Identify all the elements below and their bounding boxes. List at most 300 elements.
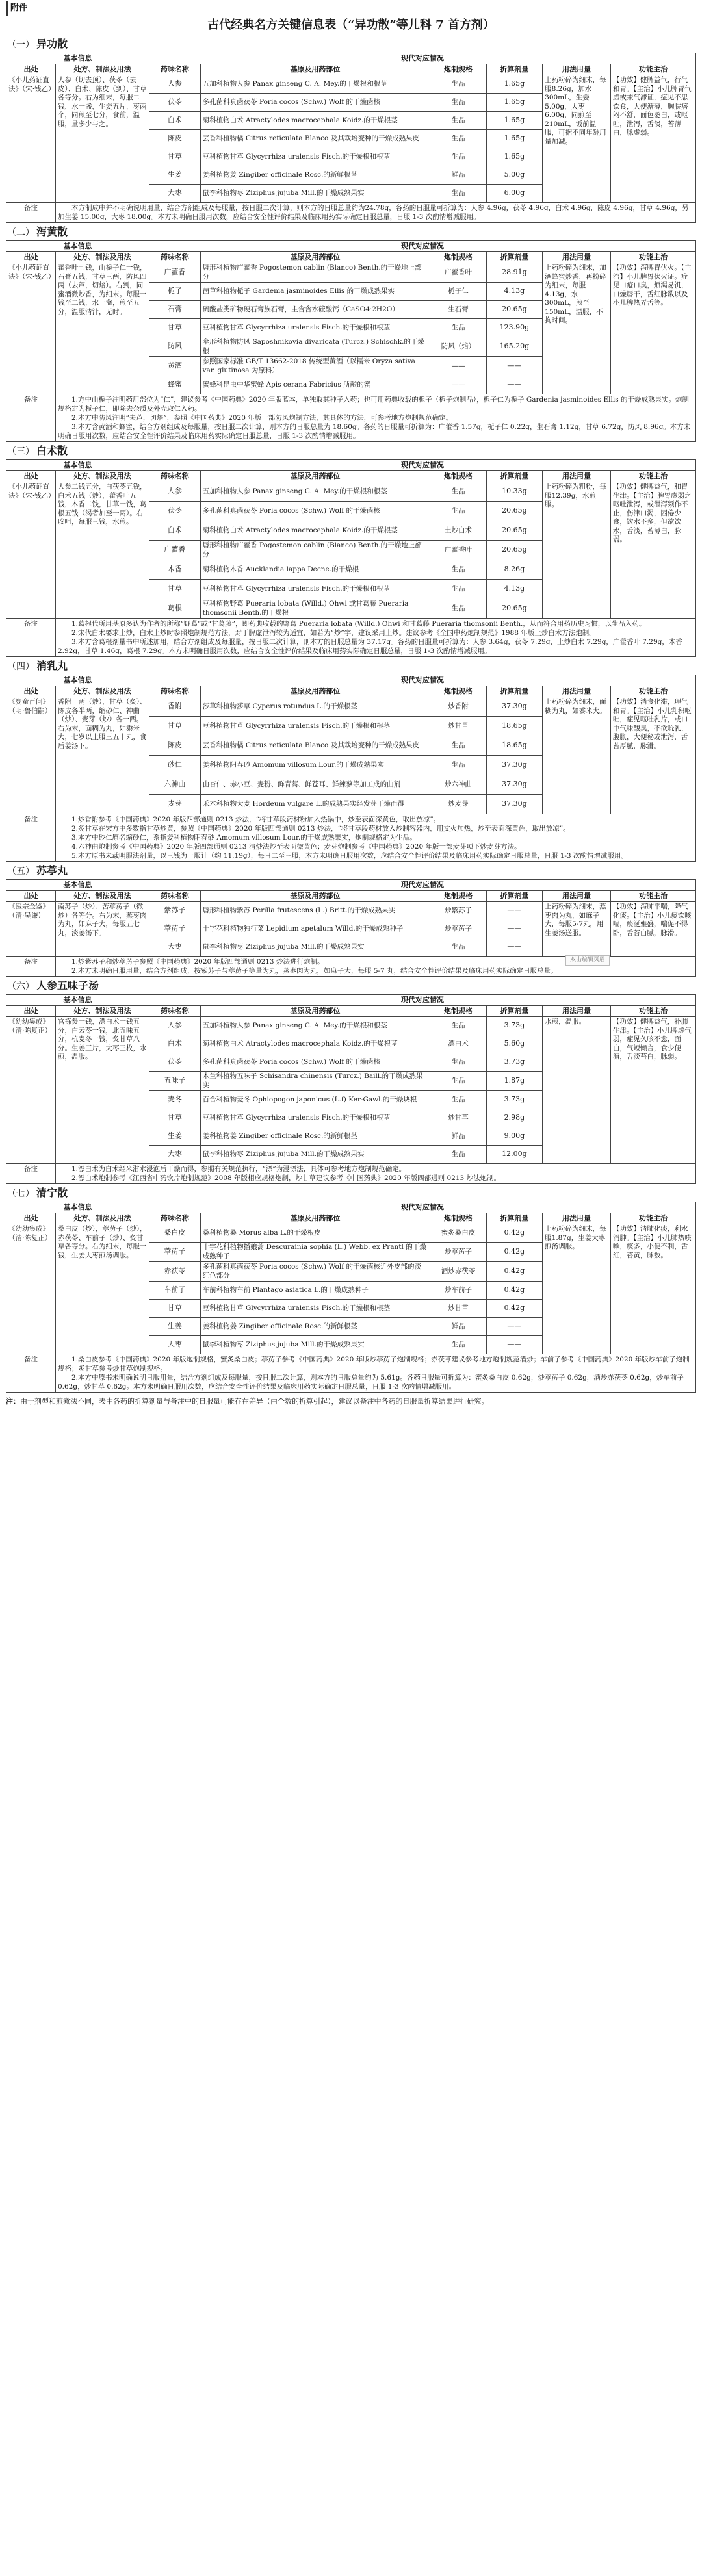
herb-dose: 12.00g <box>486 1146 542 1164</box>
herb-name: 五味子 <box>150 1072 201 1091</box>
herb-spec: 生品 <box>430 185 486 203</box>
header-base: 基原及用药部位 <box>200 1213 430 1224</box>
herb-name: 桑白皮 <box>150 1224 201 1243</box>
header-source: 出处 <box>6 1006 56 1017</box>
header-func: 功能主治 <box>610 64 696 75</box>
header-modern: 现代对应情况 <box>150 1202 696 1213</box>
herb-name: 生姜 <box>150 1127 201 1146</box>
header-usage: 用法用量 <box>543 1006 611 1017</box>
header-spec: 炮制规格 <box>430 64 486 75</box>
herb-row <box>6 263 696 283</box>
herb-base: 芸香科植物橘 Citrus reticulata Blanco 及其栽培变种的干燥成熟果皮 <box>200 130 430 148</box>
herb-name: 蜂蜜 <box>150 376 201 394</box>
herb-base: 姜科植物姜 Zingiber officinale Rosc.的新鲜根茎 <box>200 166 430 185</box>
header-modern: 现代对应情况 <box>150 241 696 252</box>
herb-spec: 炒六神曲 <box>430 775 486 795</box>
herb-spec: 生品 <box>430 482 486 502</box>
herb-name: 甘草 <box>150 717 201 736</box>
herb-base: 姜科植物姜 Zingiber officinale Rosc.的新鲜根茎 <box>200 1318 430 1336</box>
herb-base: 豆科植物甘草 Glycyrrhiza uralensis Fisch.的干燥根和根茎 <box>200 148 430 166</box>
composition-cell: 南苏子（炒）、苦葶苈子（微炒）各等分。右为末，蒸枣肉为丸，如麻子大，每服五七丸，淡姜汤下。 <box>55 902 149 957</box>
document-title: 古代经典名方关键信息表（“异功散”等儿科 7 首方剂） <box>207 18 495 32</box>
source-cell: 《医宗金鉴》（清·吴谦） <box>6 902 56 957</box>
herb-dose: 0.42g <box>486 1300 542 1318</box>
herb-name: 大枣 <box>150 938 201 957</box>
herb-dose: 37.30g <box>486 795 542 814</box>
herb-name: 茯苓 <box>150 1053 201 1072</box>
herb-dose: —— <box>486 902 542 920</box>
usage-cell: 上药粉碎为粗粉，每服12.39g，水煎服。 <box>543 482 611 619</box>
herb-base: 鼠李科植物枣 Ziziphus jujuba Mill.的干燥成熟果实 <box>200 185 430 203</box>
usage-cell: 上药粉碎为细末，每服8.26g，加水300mL，生姜5.00g，大枣6.00g，同煎至210mL，饭前温服，可据不同年龄用量加减。 <box>543 75 611 203</box>
herb-spec: 生品 <box>430 736 486 756</box>
section-number: （七） <box>7 1189 34 1199</box>
header-func: 功能主治 <box>610 686 696 697</box>
header-source: 出处 <box>6 64 56 75</box>
header-source: 出处 <box>6 686 56 697</box>
header-herb: 药味名称 <box>150 64 201 75</box>
function-cell: 【功效】健脾益气，行气和胃。【主治】小儿脾胃气虚或兼气滞证，症见不思饮食，大便溏薄，胸脘痞闷不舒，面色萎白，或呕吐，泄泻，舌淡，苔薄白，脉虚弱。 <box>610 75 696 203</box>
herb-base: 豆科植物甘草 Glycyrrhiza uralensis Fisch.的干燥根和根茎 <box>200 580 430 599</box>
herb-base: 唇形科植物广藿香 Pogostemon cablin (Blanco) Benth.的干燥地上部分 <box>200 541 430 560</box>
herb-name: 人参 <box>150 75 201 94</box>
herb-base: 莎草科植物莎草 Cyperus rotundus L.的干燥根茎 <box>200 697 430 717</box>
section-title <box>6 659 696 673</box>
header-basic-info: 基本信息 <box>6 241 150 252</box>
herb-spec: 炒葶苈子 <box>430 1243 486 1262</box>
composition-cell: 香附一两（炒），甘草（炙）、陈皮各半两，缩砂仁、神曲（炒）、麦芽（炒）各一两。右为末，面糊为丸，如黍米大，七岁以上服三五十丸，食后姜汤下。 <box>55 697 149 814</box>
herb-base: 芸香科植物橘 Citrus reticulata Blanco 及其栽培变种的干燥成熟果皮 <box>200 736 430 756</box>
herb-name: 葶苈子 <box>150 920 201 938</box>
header-dose: 折算剂量 <box>486 891 542 902</box>
herb-base: 五加科植物人参 Panax ginseng C. A. Mey.的干燥根和根茎 <box>200 1017 430 1035</box>
herb-base: 硫酸盐类矿物硬石膏族石膏，主含含水硫酸钙（CaSO4·2H2O） <box>200 301 430 319</box>
herb-base: 多孔菌科真菌茯苓 Poria cocos (Schw.) Wolf 的干燥菌核近外皮部的淡红色部分 <box>200 1262 430 1282</box>
note-content <box>55 619 696 657</box>
herb-name: 葛根 <box>150 599 201 619</box>
composition-cell: 桑白皮（炒），葶苈子（炒），赤茯苓、车前子（炒）、炙甘草各等分。右为细末，每服一钱，生姜大枣煎汤调服。 <box>55 1224 149 1354</box>
herb-spec: 炒甘草 <box>430 1300 486 1318</box>
herb-spec: 生品 <box>430 1091 486 1109</box>
herb-base: 唇形科植物广藿香 Pogostemon cablin (Blanco) Benth.的干燥地上部分 <box>200 263 430 283</box>
header-herb: 药味名称 <box>150 252 201 263</box>
section-title <box>6 37 696 51</box>
herb-dose: —— <box>486 357 542 376</box>
header-composition: 处方、制法及用法 <box>55 686 149 697</box>
herb-spec: 生品 <box>430 1146 486 1164</box>
header-source: 出处 <box>6 891 56 902</box>
note-label: 备注 <box>6 203 56 223</box>
section-number: （六） <box>7 981 34 992</box>
note-content <box>55 1164 696 1184</box>
note-label: 备注 <box>6 957 56 977</box>
note-label: 备注 <box>6 1164 56 1184</box>
herb-dose: 5.00g <box>486 166 542 185</box>
herb-spec: 生品 <box>430 580 486 599</box>
note-content <box>55 394 696 442</box>
section-name: 异功散 <box>36 38 68 50</box>
herb-name: 生姜 <box>150 166 201 185</box>
header-dose: 折算剂量 <box>486 471 542 482</box>
note-paragraph: 3.本方中砂仁原名缩砂仁，系指姜科植物阳春砂 Amomum villosum Lour.的干燥成熟果实，炮制规格定为生品。 <box>71 834 417 842</box>
herb-base: 伞形科植物防风 Saposhnikovia divaricata (Turcz.) Schischk.的干燥根 <box>200 337 430 357</box>
herb-dose: 1.65g <box>486 75 542 94</box>
herb-base: 姜科植物姜 Zingiber officinale Rosc.的新鲜根茎 <box>200 1127 430 1146</box>
herb-dose: 0.42g <box>486 1224 542 1243</box>
header-composition: 处方、制法及用法 <box>55 1006 149 1017</box>
function-cell: 【功效】泻脾胃伏火。【主治】小儿脾胃伏火证。症见口疮口臭，烦渴易饥，口燥唇干，舌红脉数以及小儿脾热弄舌等。 <box>610 263 696 394</box>
function-cell: 【功效】清肺化痰，利水消肿。【主治】小儿肺热咳嗽，痰多，小便不利，舌红，苔黄，脉数。 <box>610 1224 696 1354</box>
source-cell: 《小儿药证直诀》（宋·钱乙） <box>6 75 56 203</box>
header-herb: 药味名称 <box>150 471 201 482</box>
herb-spec: 炒车前子 <box>430 1282 486 1300</box>
composition-cell: 官拣参一钱，漂白术一钱五分，白云苓一钱，北五味五分，杭麦冬一钱，炙甘草八分。生姜三片，大枣三枚，水煎，温服。 <box>55 1017 149 1164</box>
herb-base: 姜科植物阳春砂 Amomum villosum Lour.的干燥成熟果实 <box>200 756 430 775</box>
herb-dose: 28.91g <box>486 263 542 283</box>
header-base: 基原及用药部位 <box>200 1006 430 1017</box>
function-cell: 【功效】泻肺平喘，降气化痰。【主治】小儿痰饮咳喘，痰涎壅盛，喘促不得卧，舌苔白腻，脉滑。 <box>610 902 696 957</box>
herb-name: 石膏 <box>150 301 201 319</box>
herb-row <box>6 75 696 94</box>
herb-row <box>6 1017 696 1035</box>
herb-name: 六神曲 <box>150 775 201 795</box>
herb-spec: 生品 <box>430 756 486 775</box>
herb-row <box>6 482 696 502</box>
note-paragraph: 4.六神曲炮制参考《中国药典》2020 年版四部通则 0213 清炒法炒至表面微黄色；麦芽炮制参考《中国药典》2020 年版一部麦芽项下炒麦芽方法。 <box>71 843 521 851</box>
note-content <box>55 1354 696 1393</box>
herb-name: 木香 <box>150 560 201 580</box>
note-paragraph: 1.炒紫苏子和炒葶苈子参照《中国药典》2020 年版四部通则 0213 炒法进行炮制。 <box>71 958 324 966</box>
herb-spec: 生品 <box>430 148 486 166</box>
herb-dose: 3.73g <box>486 1053 542 1072</box>
herb-spec: 生品 <box>430 502 486 521</box>
herb-name: 茯苓 <box>150 94 201 112</box>
usage-cell: 上药粉碎为细末，面糊为丸，如黍米大。 <box>543 697 611 814</box>
header-base: 基原及用药部位 <box>200 686 430 697</box>
herb-base: 菊科植物白术 Atractylodes macrocephala Koidz.的干燥根茎 <box>200 1035 430 1053</box>
herb-name: 甘草 <box>150 148 201 166</box>
header-spec: 炮制规格 <box>430 1213 486 1224</box>
herb-name: 黄酒 <box>150 357 201 376</box>
herb-dose: 9.00g <box>486 1127 542 1146</box>
herb-dose: 2.98g <box>486 1109 542 1127</box>
header-spec: 炮制规格 <box>430 891 486 902</box>
note-label: 备注 <box>6 814 56 862</box>
sections-container <box>6 37 696 1393</box>
header-func: 功能主治 <box>610 1006 696 1017</box>
header-usage: 用法用量 <box>543 471 611 482</box>
note-paragraph: 本方制成中并不明确说明用量，结合方剂组成及每服量，按日服二次计算，则本方的日服总量约为24.78g，各药的日服量可折算为：人参 4.96g，茯苓 4.96g，白术 4.96g，陈皮 4.96g，甘草 4.96g，另加生姜 15.00g，大枣 18.00g。本方未明确日服用次数，应结合安全性评价结果及临床用药实际确定日服总量，日服 1-3 次酌情增减服用。 <box>57 204 689 221</box>
herb-dose: 4.13g <box>486 580 542 599</box>
herb-spec: 酒炒赤茯苓 <box>430 1262 486 1282</box>
herb-dose: 37.30g <box>486 775 542 795</box>
herb-base: 多孔菌科真菌茯苓 Poria cocos (Schw.) Wolf 的干燥菌核 <box>200 502 430 521</box>
header-herb: 药味名称 <box>150 891 201 902</box>
herb-dose: 20.65g <box>486 521 542 541</box>
herb-name: 陈皮 <box>150 130 201 148</box>
herb-spec: 炒紫苏子 <box>430 902 486 920</box>
herb-name: 生姜 <box>150 1318 201 1336</box>
composition-cell: 人参二钱五分，白茯苓五钱，白术五钱（炒），藿香叶五钱，木香二钱，甘草一钱，葛根五钱（渴者加至一两）。右㕮咀，每服三钱，水煎。 <box>55 482 149 619</box>
herb-base: 鼠李科植物枣 Ziziphus jujuba Mill.的干燥成熟果实 <box>200 1146 430 1164</box>
herb-dose: 1.65g <box>486 130 542 148</box>
header-basic-info: 基本信息 <box>6 53 150 64</box>
composition-cell: 人参（切去顶）、茯苓（去皮）、白术、陈皮（剉）、甘草各等分。右为细末，每服二钱，水一盏，生姜五片，枣两个，同煎至七分，食前，温服，量多少与之。 <box>55 75 149 203</box>
usage-cell: 上药粉碎为细末，每服1.87g，生姜大枣煎汤调服。 <box>543 1224 611 1354</box>
header-dose: 折算剂量 <box>486 1006 542 1017</box>
herb-dose: —— <box>486 920 542 938</box>
header-usage: 用法用量 <box>543 891 611 902</box>
herb-spec: 广藿香叶 <box>430 263 486 283</box>
note-row <box>6 814 696 862</box>
source-cell: 《小儿药证直诀》（宋·钱乙） <box>6 482 56 619</box>
herb-spec: 炒葶苈子 <box>430 920 486 938</box>
note-row <box>6 1354 696 1393</box>
herb-spec: 生品 <box>430 560 486 580</box>
herb-base: 蜜蜂科昆虫中华蜜蜂 Apis cerana Fabricius 所酿的蜜 <box>200 376 430 394</box>
note-content <box>55 814 696 862</box>
note-paragraph: 2.宋代白术要求土炒，白术土炒时参照炮制规范方法，对于脾虚泄泻较为适宜，如若为“炒”字，建议采用土炒。建议参考《全国中药炮制规范》1988 年版土炒白术方法炮制。 <box>71 629 596 637</box>
herb-spec: 生品 <box>430 112 486 130</box>
herb-name: 人参 <box>150 1017 201 1035</box>
formula-table <box>6 994 696 1184</box>
herb-spec: 鲜品 <box>430 166 486 185</box>
herb-dose: 0.42g <box>486 1243 542 1262</box>
section-name: 清宁散 <box>36 1187 68 1199</box>
header-basic-info: 基本信息 <box>6 460 150 471</box>
header-spec: 炮制规格 <box>430 686 486 697</box>
herb-base: 豆科植物野葛 Pueraria lobata (Willd.) Ohwi 或甘葛藤 Pueraria thomsonii Benth.的干燥根 <box>200 599 430 619</box>
header-func: 功能主治 <box>610 252 696 263</box>
herb-spec: 生品 <box>430 75 486 94</box>
header-herb: 药味名称 <box>150 1213 201 1224</box>
section-title <box>6 225 696 239</box>
formula-table <box>6 1202 696 1393</box>
header-basic-info: 基本信息 <box>6 1202 150 1213</box>
note-paragraph: 2.本方中原书未明确说明日服用量，结合方剂组成及每服量，按日服二次计算，则本方的日服总量约为 5.61g。各药日服量可折算为：蜜炙桑白皮 0.62g，炒葶苈子 0.62g，酒炒赤茯苓 0.62g，炒车前子 0.62g，炒甘草 0.62g。本方未明确日服用次数，应结合安全性评价结果及临床用药实际确定日服总量，日服 1-3 次酌情增减服用。 <box>57 1374 684 1391</box>
herb-spec: 生品 <box>430 94 486 112</box>
note-row <box>6 619 696 657</box>
section-name: 苏葶丸 <box>36 864 68 877</box>
note-label: 备注 <box>6 1354 56 1393</box>
formula-table <box>6 53 696 223</box>
note-row <box>6 203 696 223</box>
section-name: 白术散 <box>36 444 68 457</box>
herb-base: 五加科植物人参 Panax ginseng C. A. Mey.的干燥根和根茎 <box>200 482 430 502</box>
herb-spec: 炒香附 <box>430 697 486 717</box>
herb-spec: 生石膏 <box>430 301 486 319</box>
herb-spec: 广藿香叶 <box>430 541 486 560</box>
herb-dose: 3.73g <box>486 1091 542 1109</box>
herb-spec: —— <box>430 357 486 376</box>
header-dose: 折算剂量 <box>486 1213 542 1224</box>
section-title <box>6 444 696 458</box>
header-func: 功能主治 <box>610 891 696 902</box>
herb-spec: 生品 <box>430 599 486 619</box>
herb-name: 广藿香 <box>150 263 201 283</box>
herb-base: 豆科植物甘草 Glycyrrhiza uralensis Fisch.的干燥根和根茎 <box>200 1300 430 1318</box>
herb-name: 麦芽 <box>150 795 201 814</box>
header-base: 基原及用药部位 <box>200 252 430 263</box>
herb-name: 香附 <box>150 697 201 717</box>
herb-spec: 炒麦芽 <box>430 795 486 814</box>
header-composition: 处方、制法及用法 <box>55 1213 149 1224</box>
usage-cell: 上药粉碎为细末，蒸枣肉为丸，如麻子大，每服5-7丸，用生姜汤送服。 <box>543 902 611 957</box>
herb-name: 栀子 <box>150 283 201 301</box>
herb-dose: 3.73g <box>486 1017 542 1035</box>
herb-name: 广藿香 <box>150 541 201 560</box>
header-usage: 用法用量 <box>543 1213 611 1224</box>
herb-spec: 生品 <box>430 1053 486 1072</box>
formula-table <box>6 240 696 442</box>
header-source: 出处 <box>6 252 56 263</box>
herb-base: 豆科植物甘草 Glycyrrhiza uralensis Fisch.的干燥根和根茎 <box>200 1109 430 1127</box>
composition-cell: 藿香叶七钱，山栀子仁一钱，石膏五钱，甘草三两，防风四两（去芦，切焙）。右剉，同蜜酒微炒香，为细末。每服一钱至二钱，水一盏，煎至五分，温服清汁，无时。 <box>55 263 149 394</box>
source-cell: 《婴童百问》（明·鲁伯嗣） <box>6 697 56 814</box>
attachment-label: 附件 <box>6 1 696 16</box>
herb-base: 鼠李科植物枣 Ziziphus jujuba Mill.的干燥成熟果实 <box>200 1336 430 1354</box>
herb-dose: 20.65g <box>486 301 542 319</box>
herb-name: 白术 <box>150 521 201 541</box>
herb-spec: 炒甘草 <box>430 1109 486 1127</box>
herb-row <box>6 697 696 717</box>
header-composition: 处方、制法及用法 <box>55 471 149 482</box>
function-cell: 【功效】健脾益气，和胃生津。【主治】脾胃虚弱之呕吐泄泻，或泄泻频作不止，伤津口渴，困倦少食，饮水不多，但欲饮水，舌淡，苔薄白，脉弱。 <box>610 482 696 619</box>
herb-dose: 37.30g <box>486 756 542 775</box>
note-paragraph: 1.炒香附参考《中国药典》2020 年版四部通则 0213 炒法，“将甘草段药材粉加入热锅中，炒至表面深黄色，取出放凉”。 <box>71 816 441 823</box>
section-title <box>6 1186 696 1200</box>
source-cell: 《小儿药证直诀》（宋·钱乙） <box>6 263 56 394</box>
herb-base: 由杏仁、赤小豆、麦粉、鲜青蒿、鲜苍耳、鲜辣蓼等加工成的曲剂 <box>200 775 430 795</box>
herb-dose: 1.65g <box>486 148 542 166</box>
herb-spec: 鲜品 <box>430 1318 486 1336</box>
herb-name: 大枣 <box>150 185 201 203</box>
header-dose: 折算剂量 <box>486 252 542 263</box>
herb-name: 甘草 <box>150 1109 201 1127</box>
herb-spec: 生品 <box>430 938 486 957</box>
herb-dose: —— <box>486 1336 542 1354</box>
header-source: 出处 <box>6 1213 56 1224</box>
herb-name: 紫苏子 <box>150 902 201 920</box>
herb-name: 大枣 <box>150 1146 201 1164</box>
herb-dose: 6.00g <box>486 185 542 203</box>
header-composition: 处方、制法及用法 <box>55 64 149 75</box>
herb-spec: 生品 <box>430 130 486 148</box>
herb-dose: 20.65g <box>486 502 542 521</box>
header-base: 基原及用药部位 <box>200 64 430 75</box>
herb-dose: 5.60g <box>486 1035 542 1053</box>
herb-name: 白术 <box>150 112 201 130</box>
section-title <box>6 979 696 993</box>
footnote-label: 注： <box>6 1397 20 1406</box>
note-paragraph: 2.本方中防风注明“去芦，切焙”，参照《中国药典》2020 年版一部防风炮制方法，其具体的方法，可参考地方炮制规范确定。 <box>71 414 453 422</box>
header-spec: 炮制规格 <box>430 1006 486 1017</box>
herb-dose: 1.87g <box>486 1072 542 1091</box>
header-spec: 炮制规格 <box>430 471 486 482</box>
herb-base: 参照国家标准 GB/T 13662-2018 传统型黄酒（以糯米 Oryza sativa var. glutinosa 为原料） <box>200 357 430 376</box>
herb-name: 甘草 <box>150 580 201 599</box>
herb-base: 豆科植物甘草 Glycyrrhiza uralensis Fisch.的干燥根和根茎 <box>200 319 430 337</box>
footnote <box>6 1397 696 1406</box>
header-basic-info: 基本信息 <box>6 995 150 1006</box>
herb-name: 砂仁 <box>150 756 201 775</box>
herb-spec: 漂白术 <box>430 1035 486 1053</box>
header-usage: 用法用量 <box>543 252 611 263</box>
herb-spec: 土炒白术 <box>430 521 486 541</box>
note-paragraph: 3.本方含黄酒和蜂蜜，结合方剂组成及每服量，按日服二次计算，则本方的日服总量为 18.60g。各药的日服量可折算为：广藿香 1.57g，栀子仁 0.22g，生石膏 1.12g，甘草 6.72g，防风 8.96g。本方未明确日服用次数，应结合安全性评价结果及临床用药实际确定日服总量，日服 1-3 次酌情增减服用。 <box>57 423 691 440</box>
note-content <box>55 203 696 223</box>
herb-name: 陈皮 <box>150 736 201 756</box>
header-modern: 现代对应情况 <box>150 880 696 891</box>
herb-spec: —— <box>430 376 486 394</box>
function-cell: 【功效】消食化滞，理气和胃。【主治】小儿乳积呕吐，症见呕吐乳片，或口中气味酸臭，不欲吮乳，腹胀，大便秘或泄泻，舌苔厚腻，脉滑。 <box>610 697 696 814</box>
header-source: 出处 <box>6 471 56 482</box>
herb-spec: 鲜品 <box>430 1127 486 1146</box>
section-name: 泻黄散 <box>36 225 68 238</box>
herb-name: 人参 <box>150 482 201 502</box>
herb-base: 五加科植物人参 Panax ginseng C. A. Mey.的干燥根和根茎 <box>200 75 430 94</box>
herb-spec: 生品 <box>430 319 486 337</box>
source-cell: 《幼幼集成》（清·陈复正） <box>6 1224 56 1354</box>
herb-base: 茜草科植物栀子 Gardenia jasminoides Ellis 的干燥成熟果实 <box>200 283 430 301</box>
header-modern: 现代对应情况 <box>150 53 696 64</box>
herb-dose: 37.30g <box>486 697 542 717</box>
herb-name: 防风 <box>150 337 201 357</box>
header-edit-tooltip[interactable]: 双击编辑页眉 <box>566 955 610 966</box>
herb-base: 鼠李科植物枣 Ziziphus jujuba Mill.的干燥成熟果实 <box>200 938 430 957</box>
herb-name: 茯苓 <box>150 502 201 521</box>
herb-dose: 0.42g <box>486 1262 542 1282</box>
header-usage: 用法用量 <box>543 686 611 697</box>
header-basic-info: 基本信息 <box>6 880 150 891</box>
header-basic-info: 基本信息 <box>6 675 150 686</box>
note-paragraph: 2.漂白术炮制参考《江西省中药饮片炮制规范》2008 年版相应规格炮制，炒甘草建议参考《中国药典》2020 年版四部通则 0213 炒法炮制。 <box>71 1174 500 1182</box>
section-number: （四） <box>7 662 34 672</box>
section-number: （二） <box>7 227 34 238</box>
herb-dose: 4.13g <box>486 283 542 301</box>
header-func: 功能主治 <box>610 1213 696 1224</box>
herb-name: 甘草 <box>150 319 201 337</box>
note-paragraph: 1.漂白术为白术经米泔水浸泡后干燥而得，参照有关规范执行，“漂”为浸漂法，具体可参考地方炮制规范确定。 <box>71 1165 406 1173</box>
herb-spec: 生品 <box>430 1336 486 1354</box>
herb-base: 车前科植物车前 Plantago asiatica L.的干燥成熟种子 <box>200 1282 430 1300</box>
note-label: 备注 <box>6 619 56 657</box>
section-number: （五） <box>7 866 34 877</box>
section-name: 人参五味子汤 <box>36 979 99 992</box>
herb-base: 十字花科植物独行菜 Lepidium apetalum Willd.的干燥成熟种子 <box>200 920 430 938</box>
herb-name: 白术 <box>150 1035 201 1053</box>
header-composition: 处方、制法及用法 <box>55 891 149 902</box>
section-number: （三） <box>7 446 34 457</box>
herb-base: 菊科植物白术 Atractylodes macrocephala Koidz.的干燥根茎 <box>200 521 430 541</box>
herb-row <box>6 1224 696 1243</box>
herb-name: 葶苈子 <box>150 1243 201 1262</box>
herb-dose: 165.20g <box>486 337 542 357</box>
herb-spec: 栀子仁 <box>430 283 486 301</box>
section-title <box>6 864 696 878</box>
herb-dose: 8.26g <box>486 560 542 580</box>
herb-dose: 10.33g <box>486 482 542 502</box>
herb-base: 豆科植物甘草 Glycyrrhiza uralensis Fisch.的干燥根和根茎 <box>200 717 430 736</box>
herb-base: 木兰科植物五味子 Schisandra chinensis (Turcz.) Baill.的干燥成熟果实 <box>200 1072 430 1091</box>
function-cell: 【功效】健脾益气，补肺生津。【主治】小儿脾虚气弱，症见久咳不愈，面白，气短懒言，食少便溏，舌淡苔白，脉弱。 <box>610 1017 696 1164</box>
usage-cell: 水煎，温服。 <box>543 1017 611 1164</box>
herb-dose: —— <box>486 938 542 957</box>
note-row <box>6 394 696 442</box>
formula-table <box>6 459 696 657</box>
header-modern: 现代对应情况 <box>150 995 696 1006</box>
herb-dose: —— <box>486 376 542 394</box>
